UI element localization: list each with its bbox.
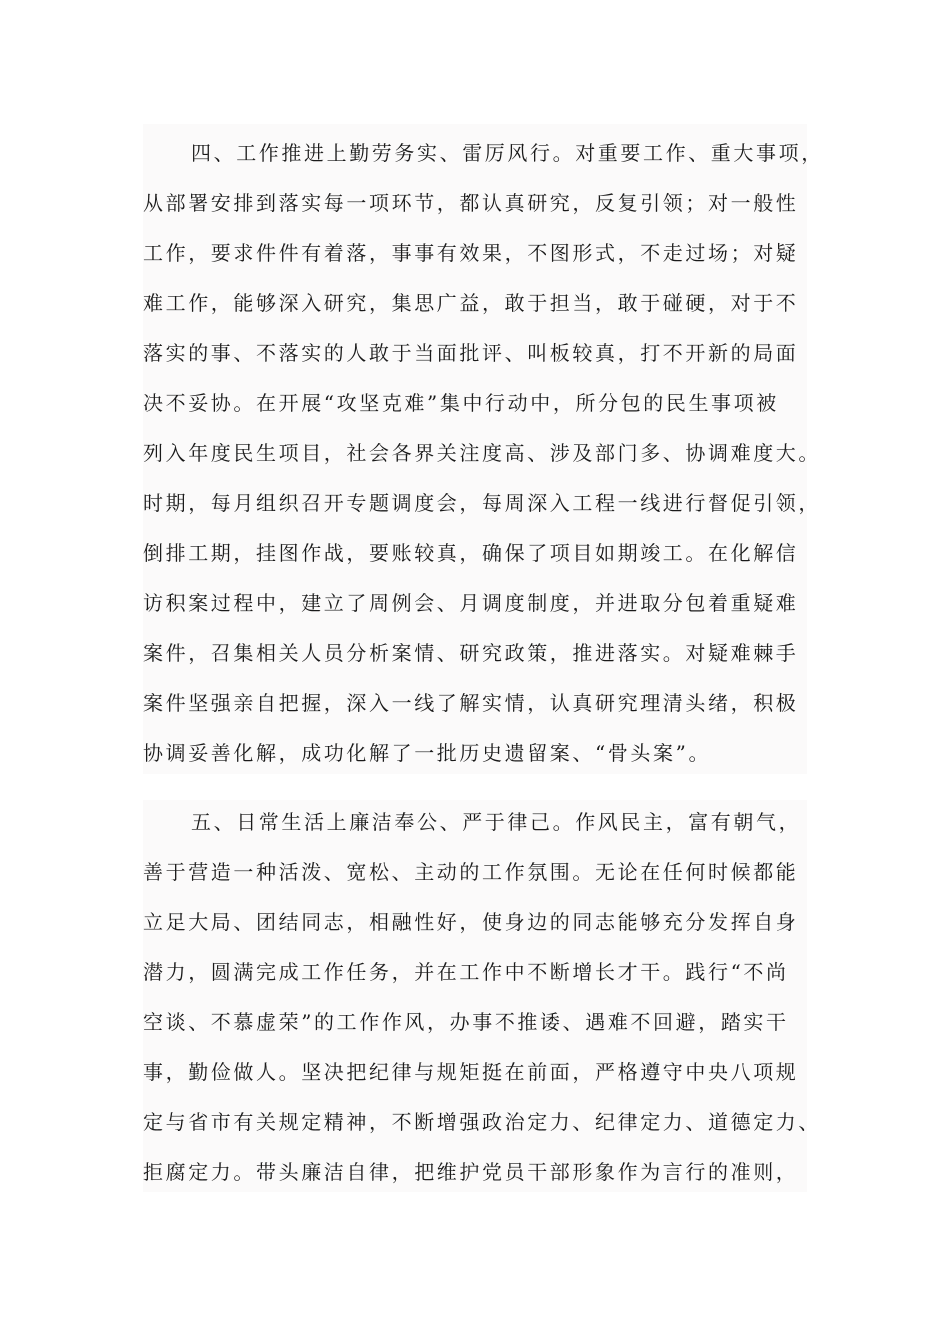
text-line: 时期，每月组织召开专题调度会，每周深入工程一线进行督促引领， [143,491,821,515]
text-line: 列入年度民生项目，社会各界关注度高、涉及部门多、协调难度大。 [143,441,821,465]
paragraph-four [143,124,824,774]
text-line: 拒腐定力。带头廉洁自律，把维护党员干部形象作为言行的准则， [143,1160,799,1184]
text-line: 四、工作推进上勤劳务实、雷厉风行。对重要工作、重大事项， [191,141,824,165]
paragraph-five [143,800,821,1192]
text-line: 协调妥善化解，成功化解了一批历史遗留案、“骨头案”。 [143,741,712,765]
text-line: 定与省市有关规定精神，不断增强政治定力、纪律定力、道德定力、 [143,1110,821,1134]
text-line: 案件坚强亲自把握，深入一线了解实情，认真研究理清头绪，积极 [143,691,799,715]
text-line: 访积案过程中，建立了周例会、月调度制度，并进取分包着重疑难 [143,591,799,615]
text-line: 五、日常生活上廉洁奉公、严于律己。作风民主，富有朝气， [191,810,802,834]
text-line: 难工作，能够深入研究，集思广益，敢于担当，敢于碰硬，对于不 [143,291,799,315]
text-line: 空谈、不慕虚荣”的工作作风，办事不推诿、遇难不回避，踏实干 [143,1010,789,1034]
text-line: 潜力，圆满完成工作任务，并在工作中不断增长才干。践行“不尚 [143,960,789,984]
text-line: 善于营造一种活泼、宽松、主动的工作氛围。无论在任何时候都能 [143,860,799,884]
text-line: 事，勤俭做人。坚决把纪律与规矩挺在前面，严格遵守中央八项规 [143,1060,799,1084]
text-line: 落实的事、不落实的人敢于当面批评、叫板较真，打不开新的局面 [143,341,799,365]
text-line: 工作，要求件件有着落，事事有效果，不图形式，不走过场；对疑 [143,241,799,265]
text-line: 倒排工期，挂图作战，要账较真，确保了项目如期竣工。在化解信 [143,541,799,565]
text-line: 从部署安排到落实每一项环节，都认真研究，反复引领；对一般性 [143,191,799,215]
text-line: 立足大局、团结同志，相融性好，使身边的同志能够充分发挥自身 [143,910,799,934]
text-line: 案件，召集相关人员分析案情、研究政策，推进落实。对疑难棘手 [143,641,799,665]
text-line: 决不妥协。在开展“攻坚克难”集中行动中，所分包的民生事项被 [143,391,779,415]
